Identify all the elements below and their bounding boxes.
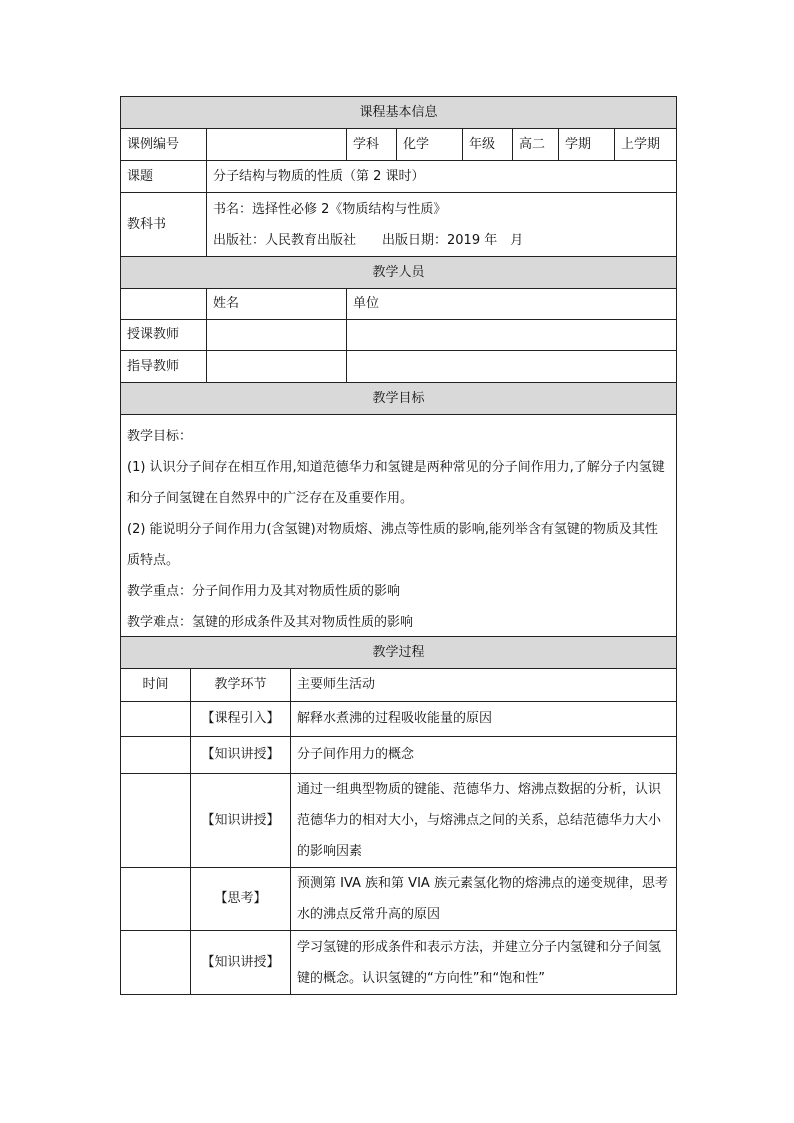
staff-name-col: 姓名 [207, 289, 347, 320]
textbook-title: 书名：选择性必修 2《物质结构与性质》 [213, 201, 447, 217]
staff-unit-col: 单位 [347, 289, 677, 320]
row-time [121, 702, 191, 737]
subject-label: 学科 [347, 129, 397, 161]
row-stage: 【思考】 [191, 868, 291, 931]
row-activity: 通过一组典型物质的键能、范德华力、熔沸点数据的分析，认识范德华力的相对大小，与熔沸点之间的关系，总结范德华力大小的影响因素 [291, 774, 677, 868]
table-row [121, 868, 677, 931]
row-stage: 【课程引入】 [191, 702, 291, 737]
row-stage: 【知识讲授】 [191, 737, 291, 774]
row-time [121, 737, 191, 774]
teacher-unit [347, 320, 677, 351]
process-header: 教学过程 [121, 637, 677, 669]
subject-value: 化学 [397, 129, 463, 161]
mentor-name [207, 351, 347, 383]
row-activity: 学习氢键的形成条件和表示方法，并建立分子内氢键和分子间氢键的概念。认识氢键的“方向性”和“饱和性” [291, 931, 677, 995]
key-point: 教学重点：分子间作用力及其对物质性质的影响 [127, 584, 401, 599]
case-no-value [207, 129, 347, 161]
textbook-value [207, 193, 677, 257]
staff-header: 教学人员 [121, 257, 677, 289]
teacher-name [207, 320, 347, 351]
table-row [121, 702, 677, 737]
goal-1: (1) 认识分子间存在相互作用,知道范德华力和氢键是两种常见的分子间作用力,了解分子内氢键和分子间氢键在自然界中的广泛存在及重要作用。 [127, 460, 665, 506]
row-stage: 【知识讲授】 [191, 931, 291, 995]
goals-header: 教学目标 [121, 383, 677, 415]
table-row [121, 931, 677, 995]
row-time [121, 868, 191, 931]
table-row [121, 774, 677, 868]
term-label: 学期 [559, 129, 615, 161]
textbook-publisher: 出版社：人民教育出版社 出版日期：2019 年 月 [213, 232, 524, 248]
staff-empty-cell [121, 289, 207, 320]
table-row [121, 737, 677, 774]
row-activity: 解释水煮沸的过程吸收能量的原因 [291, 702, 677, 737]
row-activity: 预测第 IVA 族和第 VIA 族元素氢化物的熔沸点的递变规律，思考水的沸点反常升高的原因 [291, 868, 677, 931]
mentor-label: 指导教师 [121, 351, 207, 383]
difficulty: 教学难点：氢键的形成条件及其对物质性质的影响 [127, 615, 414, 630]
row-activity: 分子间作用力的概念 [291, 737, 677, 774]
grade-value: 高二 [513, 129, 559, 161]
col-time: 时间 [121, 669, 191, 702]
mentor-unit [347, 351, 677, 383]
col-activity: 主要师生活动 [291, 669, 677, 702]
term-value: 上学期 [615, 129, 677, 161]
row-stage: 【知识讲授】 [191, 774, 291, 868]
goal-2: (2) 能说明分子间作用力(含氢键)对物质熔、沸点等性质的影响,能列举含有氢键的物质及其性质特点。 [127, 522, 658, 568]
goals-content [121, 415, 677, 641]
goals-intro: 教学目标： [127, 429, 193, 444]
course-info-table [120, 96, 677, 641]
topic-label: 课题 [121, 161, 207, 193]
row-time [121, 774, 191, 868]
textbook-label: 教科书 [121, 193, 207, 257]
case-no-label: 课例编号 [121, 129, 207, 161]
col-stage: 教学环节 [191, 669, 291, 702]
process-table [120, 636, 677, 995]
grade-label: 年级 [463, 129, 513, 161]
teacher-label: 授课教师 [121, 320, 207, 351]
topic-value: 分子结构与物质的性质（第 2 课时） [207, 161, 677, 193]
row-time [121, 931, 191, 995]
course-info-header: 课程基本信息 [121, 97, 677, 129]
